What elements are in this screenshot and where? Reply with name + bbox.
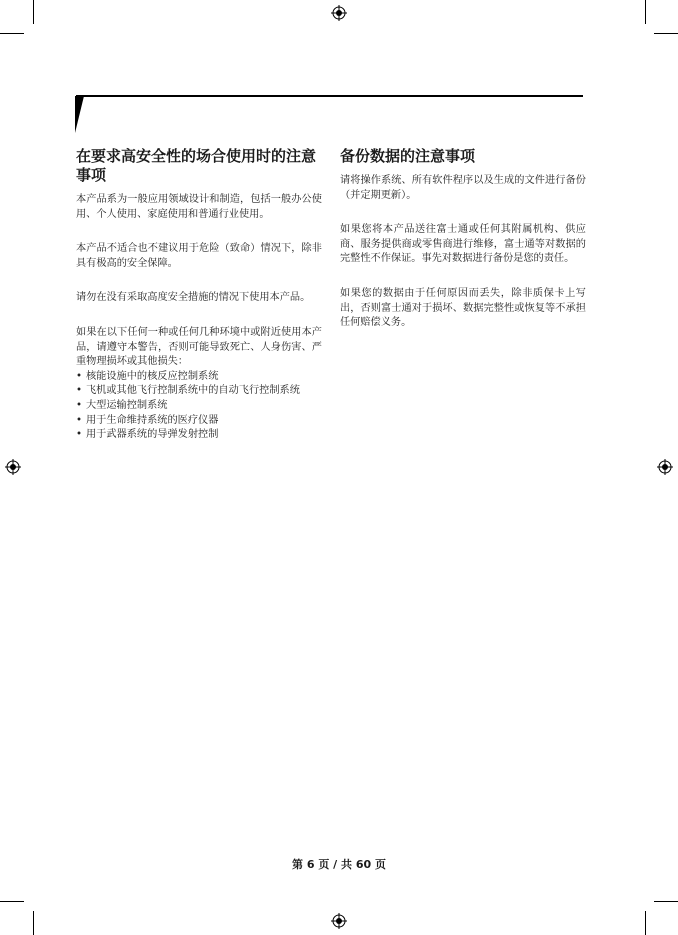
paragraph: 如果您的数据由于任何原因而丢失，除非质保卡上写出，否则富士通对于损坏、数据完整性或恢复等不承担任何赔偿义务。 <box>340 287 586 329</box>
registration-mark-icon <box>657 459 673 475</box>
paragraph: 本产品系为一般应用领域设计和制造，包括一般办公使用、个人使用、家庭使用和普通行业使用。 <box>76 194 322 220</box>
total-pages: 60 <box>355 858 372 871</box>
crop-mark <box>645 911 646 935</box>
section-heading-safety: 在要求高安全性的场合使用时的注意事项 <box>76 147 317 184</box>
current-page: 6 <box>306 858 315 871</box>
paragraph: 如果在以下任何一种或任何几种环境中或附近使用本产品，请遵守本警告，否则可能导致死亡、人身伤害、严重物理损坏或其他损失： <box>76 326 322 368</box>
right-column <box>340 147 586 351</box>
header-corner-mark <box>75 96 84 133</box>
crop-mark <box>33 0 34 24</box>
crop-mark <box>0 33 24 34</box>
page-number <box>0 856 678 872</box>
crop-mark <box>645 0 646 24</box>
page-number-prefix: 第 <box>292 858 307 871</box>
crop-mark <box>33 911 34 935</box>
header-rule <box>76 95 583 97</box>
list-item: • 大型运输控制系统 <box>76 399 322 414</box>
bullet-list <box>76 370 322 443</box>
paragraph: 如果您将本产品送往富士通或任何其附属机构、供应商、服务提供商或零售商进行维修，富士通等对数据的完整性不作保证。事先对数据进行备份是您的责任。 <box>340 224 586 265</box>
list-item: • 飞机或其他飞行控制系统中的自动飞行控制系统 <box>76 384 322 399</box>
paragraph: 请勿在没有采取高度安全措施的情况下使用本产品。 <box>76 292 311 304</box>
registration-mark-icon <box>331 5 347 21</box>
list-item: • 用于生命维持系统的医疗仪器 <box>76 414 322 429</box>
list-item: • 核能设施中的核反应控制系统 <box>76 370 322 385</box>
page-number-suffix: 页 <box>371 858 386 871</box>
left-column <box>76 147 322 443</box>
page-number-middle: 页 / 共 <box>314 858 356 871</box>
paragraph: 请将操作系统、所有软件程序以及生成的文件进行备份（并定期更新）。 <box>340 175 586 201</box>
crop-mark <box>654 901 678 902</box>
registration-mark-icon <box>331 913 347 929</box>
section-heading-backup: 备份数据的注意事项 <box>340 147 476 165</box>
crop-mark <box>654 33 678 34</box>
crop-mark <box>0 901 24 902</box>
paragraph: 本产品不适合也不建议用于危险（致命）情况下，除非具有极高的安全保障。 <box>76 243 322 269</box>
list-item: • 用于武器系统的导弹发射控制 <box>76 428 322 443</box>
registration-mark-icon <box>5 459 21 475</box>
